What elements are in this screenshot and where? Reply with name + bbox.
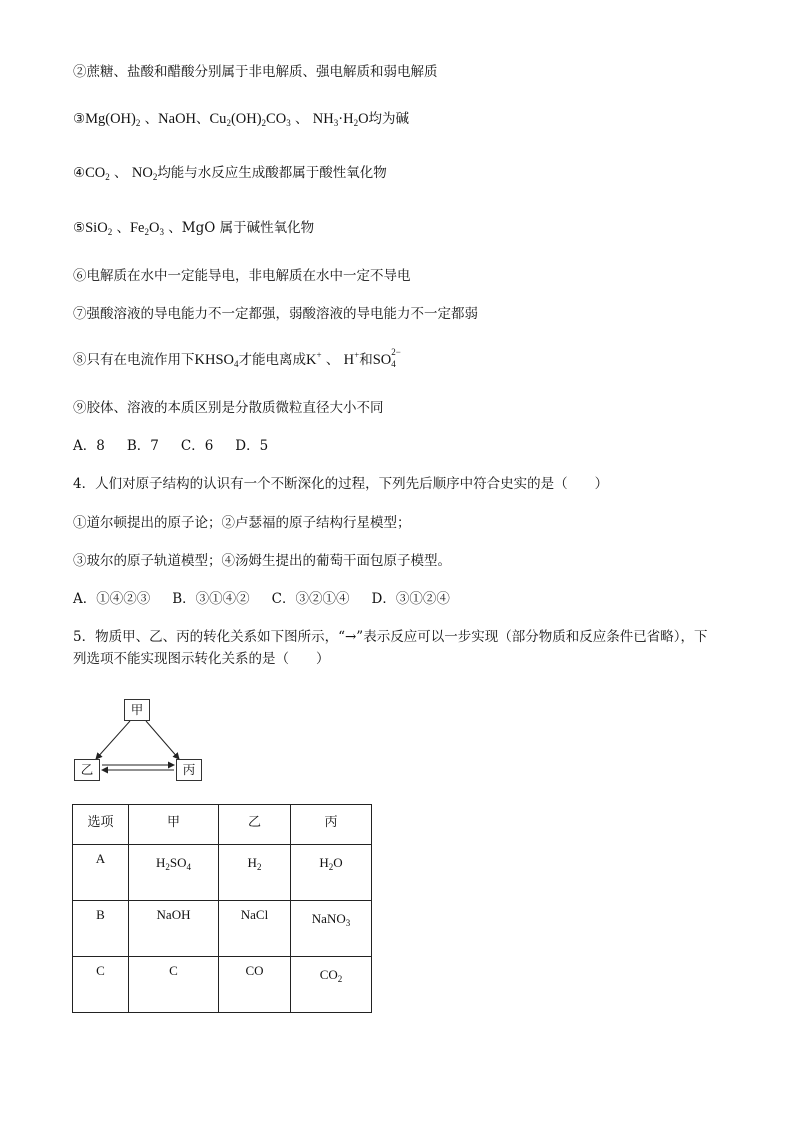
row-c-label: C <box>73 957 129 1013</box>
q4-stem: 4．人们对原子结构的认识有一个不断深化的过程，下列先后顺序中符合史实的是（ ） <box>73 476 609 492</box>
formula-co2: $CO_2$ <box>85 165 110 182</box>
statement-5: ⑤SiO$_2$ 、$Fe_2O_3$ 、MgO 属于碱性氧化物 <box>73 220 315 237</box>
statement-2: ②蔗糖、盐酸和醋酸分别属于非电解质、强电解质和弱电解质 <box>73 64 438 80</box>
q4-line1: ①道尔顿提出的原子论；②卢瑟福的原子结构行星模型； <box>73 515 411 531</box>
row-b-jia: NaOH <box>129 901 219 957</box>
q3-option-c[interactable]: C．6 <box>180 438 214 454</box>
q3-option-b[interactable]: B．7 <box>126 438 159 454</box>
statement-3-prefix: ③ <box>73 111 86 127</box>
ion-h: H+ <box>343 350 360 368</box>
formula-fe2o3: $Fe_2O_3$ <box>129 220 164 237</box>
statement-6: ⑥电解质在水中一定能导电，非电解质在水中一定不导电 <box>73 268 411 284</box>
table-header-row <box>73 805 372 845</box>
row-a-label: A <box>73 845 129 901</box>
q5-stem-line1: 5．物质甲、乙、丙的转化关系如下图所示，“→”表示反应可以一步实现（部分物质和反应条件已省略），下 <box>73 629 708 645</box>
row-c-bing: $CO_2$ <box>291 957 372 1013</box>
formula-mgoh2: $Mg(OH)_2$ <box>85 111 141 128</box>
row-a-bing: $H_2O$ <box>291 845 372 901</box>
row-b-yi: NaCl <box>219 901 291 957</box>
node-jia: 甲 <box>124 699 150 721</box>
q5-stem-line2: 列选项不能实现图示转化关系的是（ ） <box>73 651 330 667</box>
row-a-yi: $H_2$ <box>219 845 291 901</box>
row-b-label: B <box>73 901 129 957</box>
formula-sio2: SiO$_2$ <box>85 220 113 237</box>
statement-3-suffix: 均为碱 <box>368 111 410 127</box>
table-row-c <box>73 957 372 1013</box>
statement-4: $④CO_2$ 、 $NO_2$均能与水反应生成酸都属于酸性氧化物 <box>73 165 387 182</box>
table-row-b <box>73 901 372 957</box>
header-bing: 丙 <box>291 805 372 845</box>
q3-option-d[interactable]: D．5 <box>235 438 269 454</box>
arrow-jia-to-bing <box>146 721 179 759</box>
formula-naoh: NaOH <box>158 111 197 127</box>
ion-k: K+ <box>305 350 322 368</box>
q4-line2: ③玻尔的原子轨道模型；④汤姆生提出的葡萄干面包原子模型。 <box>73 553 451 569</box>
q3-option-a[interactable]: A．8 <box>73 438 105 454</box>
statement-3: $③Mg(OH)_2$ 、NaOH、$Cu_2(OH)_2CO_3$ 、 $NH_3\cdot H_2O$均为碱 <box>73 111 410 128</box>
q4-option-a[interactable]: A．①④②③ <box>73 591 151 607</box>
arrow-jia-to-yi <box>96 721 130 759</box>
formula-cu2oh2co3: $Cu_2(OH)_2CO_3$ <box>209 111 291 128</box>
header-option: 选项 <box>73 805 129 845</box>
node-yi: 乙 <box>74 759 100 781</box>
header-yi: 乙 <box>219 805 291 845</box>
options-table <box>72 804 372 1013</box>
node-bing: 丙 <box>176 759 202 781</box>
row-b-bing: NaNO$_3$ <box>291 901 372 957</box>
q4-option-d[interactable]: D．③①②④ <box>371 591 450 607</box>
q3-options <box>73 437 290 455</box>
conversion-diagram <box>72 697 207 785</box>
ion-so4: SO 2− 4 <box>372 347 401 369</box>
table-row-a <box>73 845 372 901</box>
formula-no2: $NO_2$ <box>131 165 158 182</box>
statement-7: ⑦强酸溶液的导电能力不一定都强，弱酸溶液的导电能力不一定都弱 <box>73 306 478 322</box>
formula-mgo: MgO <box>181 220 216 236</box>
row-c-jia: C <box>129 957 219 1013</box>
q4-options <box>73 590 472 608</box>
formula-khso4: $KHSO_4$ <box>194 352 239 369</box>
row-a-jia: $H_2SO_4$ <box>129 845 219 901</box>
row-c-yi: CO <box>219 957 291 1013</box>
q4-option-b[interactable]: B．③①④② <box>172 591 250 607</box>
formula-nh3h2o: $NH_3\cdot H_2O$ <box>312 111 369 128</box>
header-jia: 甲 <box>129 805 219 845</box>
statement-9: ⑨胶体、溶液的本质区别是分散质微粒直径大小不同 <box>73 400 384 416</box>
q4-option-c[interactable]: C．③②①④ <box>271 591 350 607</box>
statement-8: ⑧只有在电流作用下$KHSO_4$才能电离成K+ 、 H+和SO 2− 4 <box>73 351 407 369</box>
